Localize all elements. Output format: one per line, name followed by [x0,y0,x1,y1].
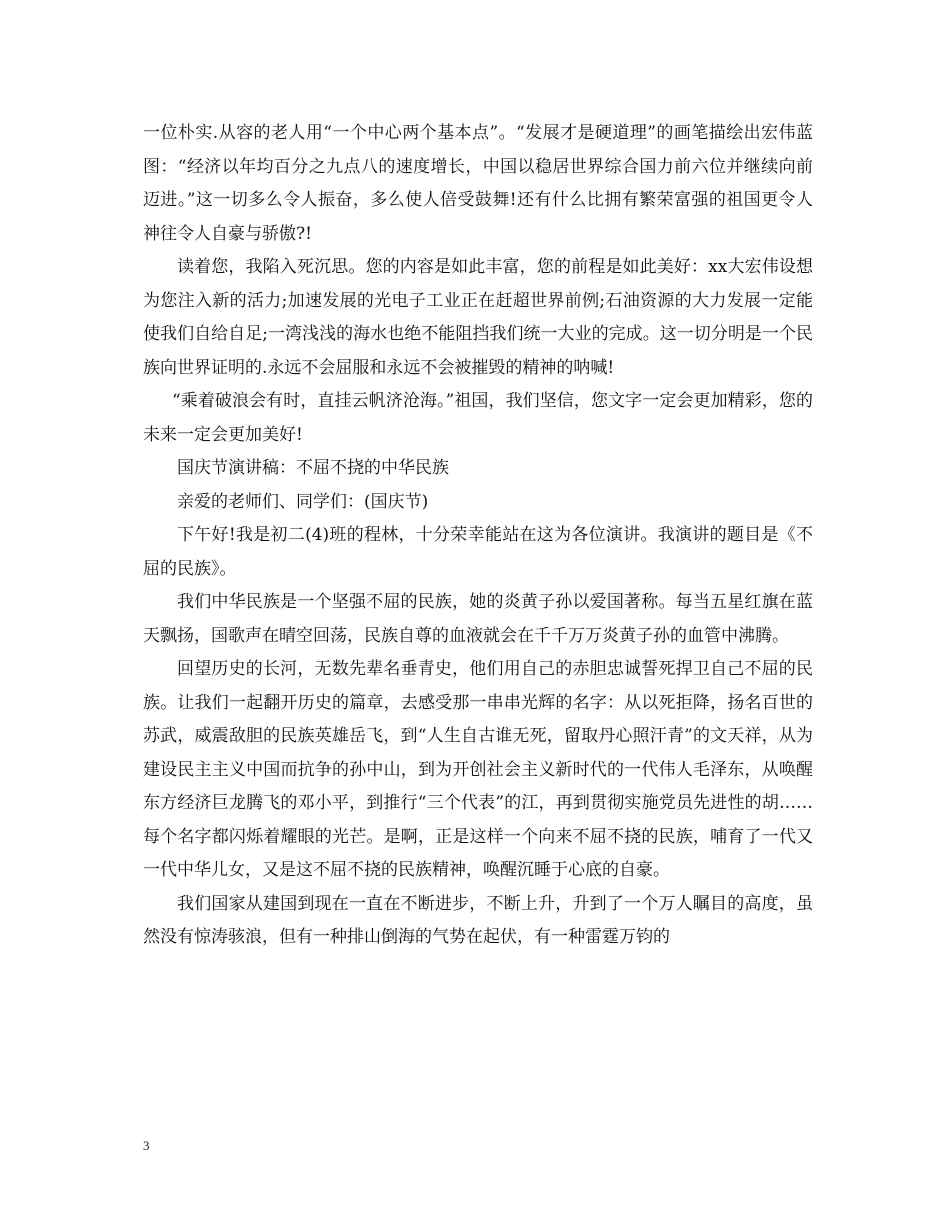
paragraph-7: 我们中华民族是一个坚强不屈的民族，她的炎黄子孙以爱国著称。每当五星红旗在蓝天飘扬，国歌声在晴空回荡，民族自尊的血液就会在千千万万炎黄子孙的血管中沸腾。 [143,592,813,646]
paragraph-1: 一位朴实.从容的老人用“一个中心两个基本点”。“发展才是硬道理”的画笔描绘出宏伟蓝图：“经济以年均百分之九点八的速度增长，中国以稳居世界综合国力前六位并继续向前迈进。”这一切多么令人振奋，多么使人倍受鼓舞!还有什么比拥有繁荣富强的祖国更令人神往令人自豪与骄傲?! [143,123,813,244]
paragraph-9: 我们国家从建国到现在一直在不断进步，不断上升，升到了一个万人瞩目的高度，虽然没有惊涛骇浪，但有一种排山倒海的气势在起伏，有一种雷霆万钧的 [143,893,813,947]
section-heading: 国庆节演讲稿：不屈不挠的中华民族 [177,458,449,478]
salutation: 亲爱的老师们、同学们：(国庆节) [177,491,429,512]
paragraph-2: 读着您，我陷入死沉思。您的内容是如此丰富，您的前程是如此美好：xx大宏伟设想为您注入新的活力;加速发展的光电子工业正在赶超世界前例;石油资源的大力发展一定能使我们自给自足;一湾浅浅的海水也绝不能阻挡我们统一大业的完成。这一切分明是一个民族向世界证明的.永远不会屈服和永远不会被摧毁的精神的呐喊! [143,257,813,378]
paragraph-6: 下午好!我是初二(4)班的程林，十分荣幸能站在这为各位演讲。我演讲的题目是《不屈的民族》。 [143,525,813,579]
paragraph-8: 回望历史的长河，无数先辈名垂青史，他们用自己的赤胆忠诚誓死捍卫自己不屈的民族。让我们一起翻开历史的篇章，去感受那一串串光辉的名字：从以死拒降，扬名百世的苏武，威震敌胆的民族英雄岳飞，到“人生自古谁无死，留取丹心照汗青”的文天祥，从为建设民主主义中国而抗争的孙中山，到为开创社会主义新时代的一代伟人毛泽东，从唤醒东方经济巨龙腾飞的邓小平，到推行“三个代表”的江，再到贯彻实施党员先进性的胡……每个名字都闪烁着耀眼的光芒。是啊，正是这样一个向来不屈不挠的民族，哺育了一代又一代中华儿女，又是这不屈不挠的民族精神，唤醒沉睡于心底的自豪。 [143,659,813,880]
paragraph-3: “乘着破浪会有时，直挂云帆济沧海。”祖国，我们坚信，您文字一定会更加精彩，您的未来一定会更加美好! [143,391,813,445]
page-number: 3 [143,1138,150,1153]
document-body [143,117,813,955]
